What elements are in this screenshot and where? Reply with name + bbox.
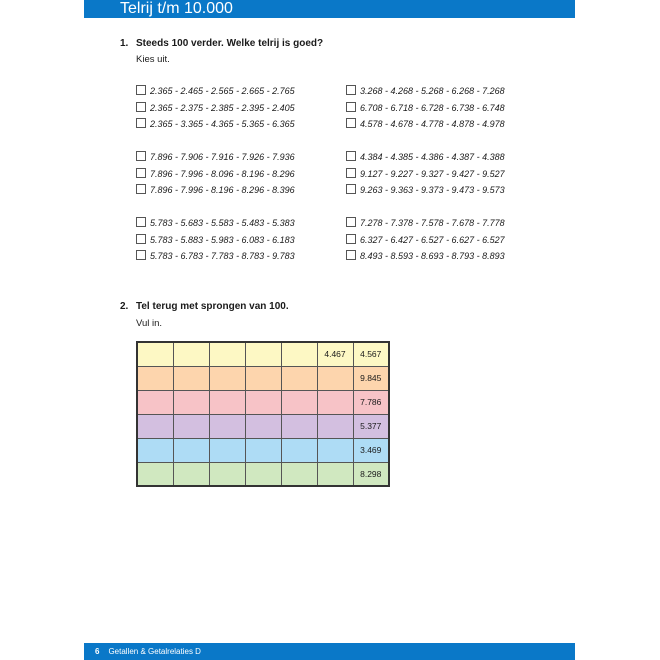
answer-cell[interactable] (209, 462, 245, 486)
exercise-1-instruction: Kies uit. (136, 54, 170, 65)
option-label: 7.896 - 7.906 - 7.916 - 7.926 - 7.936 (150, 152, 295, 162)
option-label: 4.578 - 4.678 - 4.778 - 4.878 - 4.978 (360, 119, 505, 129)
answer-cell[interactable] (173, 462, 209, 486)
option-item (346, 151, 505, 163)
answer-cell[interactable] (209, 414, 245, 438)
option-label: 6.327 - 6.427 - 6.527 - 6.627 - 6.527 (360, 234, 505, 245)
given-number-cell: 8.298 (353, 462, 389, 486)
option-label: 5.783 - 5.683 - 5.583 - 5.483 - 5.383 (150, 218, 295, 228)
answer-cell[interactable] (281, 390, 317, 414)
option-label: 6.708 - 6.718 - 6.728 - 6.738 - 6.748 (360, 102, 505, 113)
footer-section: Getallen & Getalrelaties D (108, 647, 201, 656)
answer-cell[interactable] (317, 390, 353, 414)
exercise-2-number: 2. (120, 301, 129, 312)
page-number: 6 (95, 647, 100, 656)
option-checkbox[interactable] (136, 118, 146, 128)
option-item (136, 184, 295, 196)
exercise-1-number: 1. (120, 38, 129, 49)
option-item (136, 234, 295, 246)
option-checkbox[interactable] (346, 85, 356, 95)
option-checkbox[interactable] (346, 168, 356, 178)
given-number-cell: 3.469 (353, 438, 389, 462)
option-label: 3.268 - 4.268 - 5.268 - 6.268 - 7.268 (360, 86, 505, 96)
answer-cell[interactable] (209, 390, 245, 414)
option-item (136, 102, 295, 114)
answer-cell[interactable] (137, 390, 173, 414)
answer-cell[interactable] (245, 438, 281, 462)
counting-grid (136, 341, 390, 487)
option-item (346, 217, 505, 229)
option-item (346, 118, 505, 130)
option-item (346, 102, 505, 114)
exercise-2-instruction: Vul in. (136, 318, 163, 329)
given-number-cell: 4.567 (353, 342, 389, 366)
answer-cell[interactable] (173, 366, 209, 390)
option-item (136, 151, 295, 163)
answer-cell[interactable] (245, 366, 281, 390)
answer-cell[interactable] (137, 462, 173, 486)
option-checkbox[interactable] (346, 118, 356, 128)
option-label: 5.783 - 6.783 - 7.783 - 8.783 - 9.783 (150, 251, 295, 261)
answer-cell[interactable] (173, 438, 209, 462)
answer-cell[interactable] (245, 390, 281, 414)
option-item (136, 250, 295, 262)
option-item (346, 184, 505, 196)
answer-cell[interactable] (173, 342, 209, 366)
option-label: 4.384 - 4.385 - 4.386 - 4.387 - 4.388 (360, 152, 505, 162)
option-label: 2.365 - 2.375 - 2.385 - 2.395 - 2.405 (150, 102, 295, 113)
option-checkbox[interactable] (136, 85, 146, 95)
option-label: 5.783 - 5.883 - 5.983 - 6.083 - 6.183 (150, 234, 295, 245)
answer-cell[interactable] (245, 342, 281, 366)
answer-cell[interactable] (281, 342, 317, 366)
option-checkbox[interactable] (346, 102, 356, 112)
answer-cell[interactable] (281, 366, 317, 390)
option-item (346, 234, 505, 246)
grid-row (137, 438, 389, 462)
answer-cell[interactable] (245, 414, 281, 438)
answer-cell[interactable] (137, 342, 173, 366)
option-item (136, 168, 295, 180)
option-item (346, 85, 505, 97)
option-item (136, 118, 295, 130)
grid-row (137, 390, 389, 414)
option-checkbox[interactable] (136, 102, 146, 112)
given-number-cell: 7.786 (353, 390, 389, 414)
option-checkbox[interactable] (136, 168, 146, 178)
option-label: 8.493 - 8.593 - 8.693 - 8.793 - 8.893 (360, 251, 505, 261)
option-label: 7.278 - 7.378 - 7.578 - 7.678 - 7.778 (360, 218, 505, 228)
given-number-cell: 5.377 (353, 414, 389, 438)
option-item (346, 250, 505, 262)
page-header (84, 0, 575, 18)
grid-row (137, 342, 389, 366)
answer-cell[interactable] (173, 414, 209, 438)
exercise-2-question (120, 301, 289, 312)
given-number-cell: 4.467 (317, 342, 353, 366)
exercise-1-question (120, 38, 323, 49)
answer-cell[interactable] (209, 366, 245, 390)
answer-cell[interactable] (281, 462, 317, 486)
answer-cell[interactable] (137, 438, 173, 462)
answer-cell[interactable] (317, 438, 353, 462)
exercise-2-text: Tel terug met sprongen van 100. (136, 301, 289, 312)
answer-cell[interactable] (281, 438, 317, 462)
option-label: 7.896 - 7.996 - 8.196 - 8.296 - 8.396 (150, 185, 295, 195)
option-checkbox[interactable] (346, 217, 356, 227)
option-checkbox[interactable] (346, 151, 356, 161)
answer-cell[interactable] (137, 414, 173, 438)
given-number-cell: 9.845 (353, 366, 389, 390)
answer-cell[interactable] (245, 462, 281, 486)
option-label: 7.896 - 7.996 - 8.096 - 8.196 - 8.296 (150, 168, 295, 179)
option-checkbox[interactable] (346, 234, 356, 244)
option-checkbox[interactable] (136, 184, 146, 194)
answer-cell[interactable] (281, 414, 317, 438)
option-checkbox[interactable] (136, 234, 146, 244)
option-label: 2.365 - 3.365 - 4.365 - 5.365 - 6.365 (150, 119, 295, 129)
option-checkbox[interactable] (136, 250, 146, 260)
grid-row (137, 414, 389, 438)
option-label: 9.263 - 9.363 - 9.373 - 9.473 - 9.573 (360, 185, 505, 195)
exercise-1-text: Steeds 100 verder. Welke telrij is goed? (136, 38, 324, 49)
option-item (136, 217, 295, 229)
option-item (136, 85, 295, 97)
answer-cell[interactable] (317, 414, 353, 438)
option-item (346, 168, 505, 180)
page-footer (84, 643, 575, 660)
option-checkbox[interactable] (346, 250, 356, 260)
option-checkbox[interactable] (346, 184, 356, 194)
grid-row (137, 366, 389, 390)
option-checkbox[interactable] (136, 151, 146, 161)
page-title: Telrij t/m 10.000 (120, 0, 233, 17)
answer-cell[interactable] (137, 366, 173, 390)
option-label: 9.127 - 9.227 - 9.327 - 9.427 - 9.527 (360, 168, 505, 179)
answer-cell[interactable] (209, 438, 245, 462)
option-checkbox[interactable] (136, 217, 146, 227)
answer-cell[interactable] (317, 366, 353, 390)
answer-cell[interactable] (317, 462, 353, 486)
grid-row (137, 462, 389, 486)
answer-cell[interactable] (173, 390, 209, 414)
answer-cell[interactable] (209, 342, 245, 366)
option-label: 2.365 - 2.465 - 2.565 - 2.665 - 2.765 (150, 86, 295, 96)
